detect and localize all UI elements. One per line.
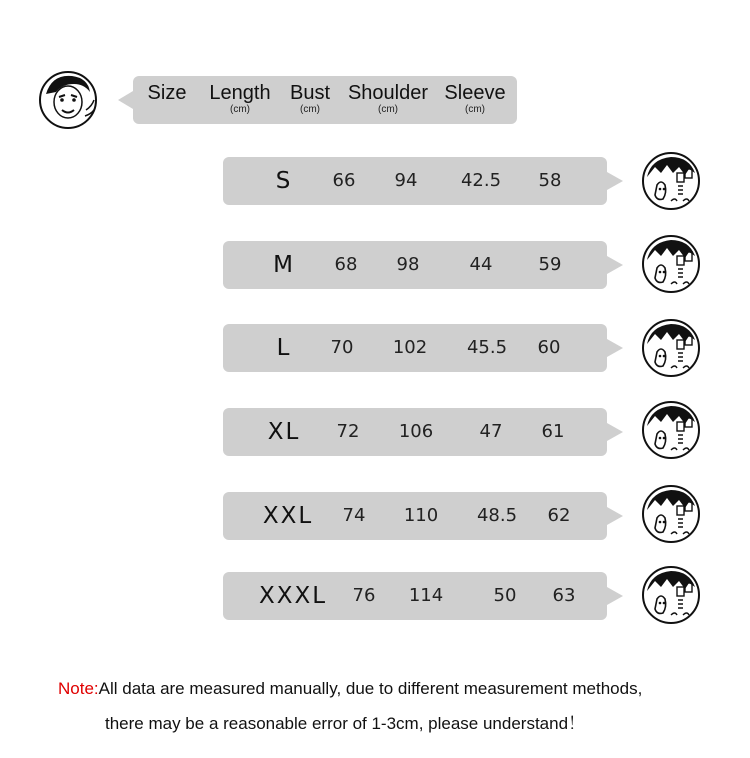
row-sleeve: 60 — [537, 337, 561, 358]
cartoon-sticker-icon — [641, 400, 701, 460]
cartoon-face-icon — [38, 70, 98, 130]
cartoon-sticker-icon — [641, 151, 701, 211]
row-bust: 106 — [398, 421, 434, 442]
note-line-1 — [58, 679, 738, 699]
row-size: XL — [267, 419, 301, 445]
header-bust-label: Bust — [289, 82, 331, 104]
note-text-2: there may be a reasonable error of 1-3cm, please understand！ — [105, 714, 586, 733]
header-length-label: Length — [209, 82, 271, 104]
row-bust: 114 — [408, 585, 444, 606]
row-length: 68 — [334, 254, 358, 275]
header-sleeve-unit: (cm) — [465, 104, 485, 115]
row-size: L — [276, 335, 292, 361]
header-sleeve — [439, 82, 511, 116]
row-sleeve: 61 — [541, 421, 565, 442]
row-size: M — [273, 252, 295, 278]
note-label: Note: — [58, 679, 99, 698]
header-sleeve-label: Sleeve — [444, 82, 506, 104]
size-row-l — [223, 324, 607, 372]
header-shoulder-unit: (cm) — [378, 104, 398, 115]
header-size-label: Size — [147, 82, 187, 104]
row-length: 66 — [332, 170, 356, 191]
row-length: 72 — [336, 421, 360, 442]
note-line-2 — [105, 709, 745, 734]
header-bust — [285, 82, 335, 116]
header-length — [205, 82, 275, 116]
header-shoulder — [345, 82, 431, 116]
cartoon-sticker-icon — [641, 318, 701, 378]
row-bust: 102 — [392, 337, 428, 358]
note-text-1: All data are measured manually, due to different measurement methods, — [98, 679, 643, 698]
row-sleeve: 62 — [547, 505, 571, 526]
row-sleeve: 58 — [538, 170, 562, 191]
row-shoulder: 42.5 — [460, 170, 502, 191]
row-bust: 110 — [403, 505, 439, 526]
row-bust: 98 — [396, 254, 420, 275]
size-row-s — [223, 157, 607, 205]
cartoon-sticker-icon — [641, 484, 701, 544]
row-shoulder: 50 — [493, 585, 517, 606]
row-shoulder: 44 — [469, 254, 493, 275]
size-row-xxl — [223, 492, 607, 540]
cartoon-sticker-icon — [641, 565, 701, 625]
size-row-xl — [223, 408, 607, 456]
row-size: XXXL — [258, 583, 328, 609]
header-shoulder-label: Shoulder — [347, 82, 429, 104]
row-sleeve: 59 — [538, 254, 562, 275]
header-bubble — [133, 76, 517, 124]
header-length-unit: (cm) — [230, 104, 250, 115]
row-length: 76 — [352, 585, 376, 606]
size-row-m — [223, 241, 607, 289]
row-length: 74 — [342, 505, 366, 526]
header-size — [139, 82, 195, 104]
row-size: S — [275, 168, 293, 194]
row-bust: 94 — [394, 170, 418, 191]
cartoon-sticker-icon — [641, 234, 701, 294]
row-shoulder: 48.5 — [476, 505, 518, 526]
row-shoulder: 45.5 — [466, 337, 508, 358]
size-row-xxxl — [223, 572, 607, 620]
row-length: 70 — [330, 337, 354, 358]
row-size: XXL — [262, 503, 314, 529]
header-bust-unit: (cm) — [300, 104, 320, 115]
row-shoulder: 47 — [479, 421, 503, 442]
row-sleeve: 63 — [552, 585, 576, 606]
